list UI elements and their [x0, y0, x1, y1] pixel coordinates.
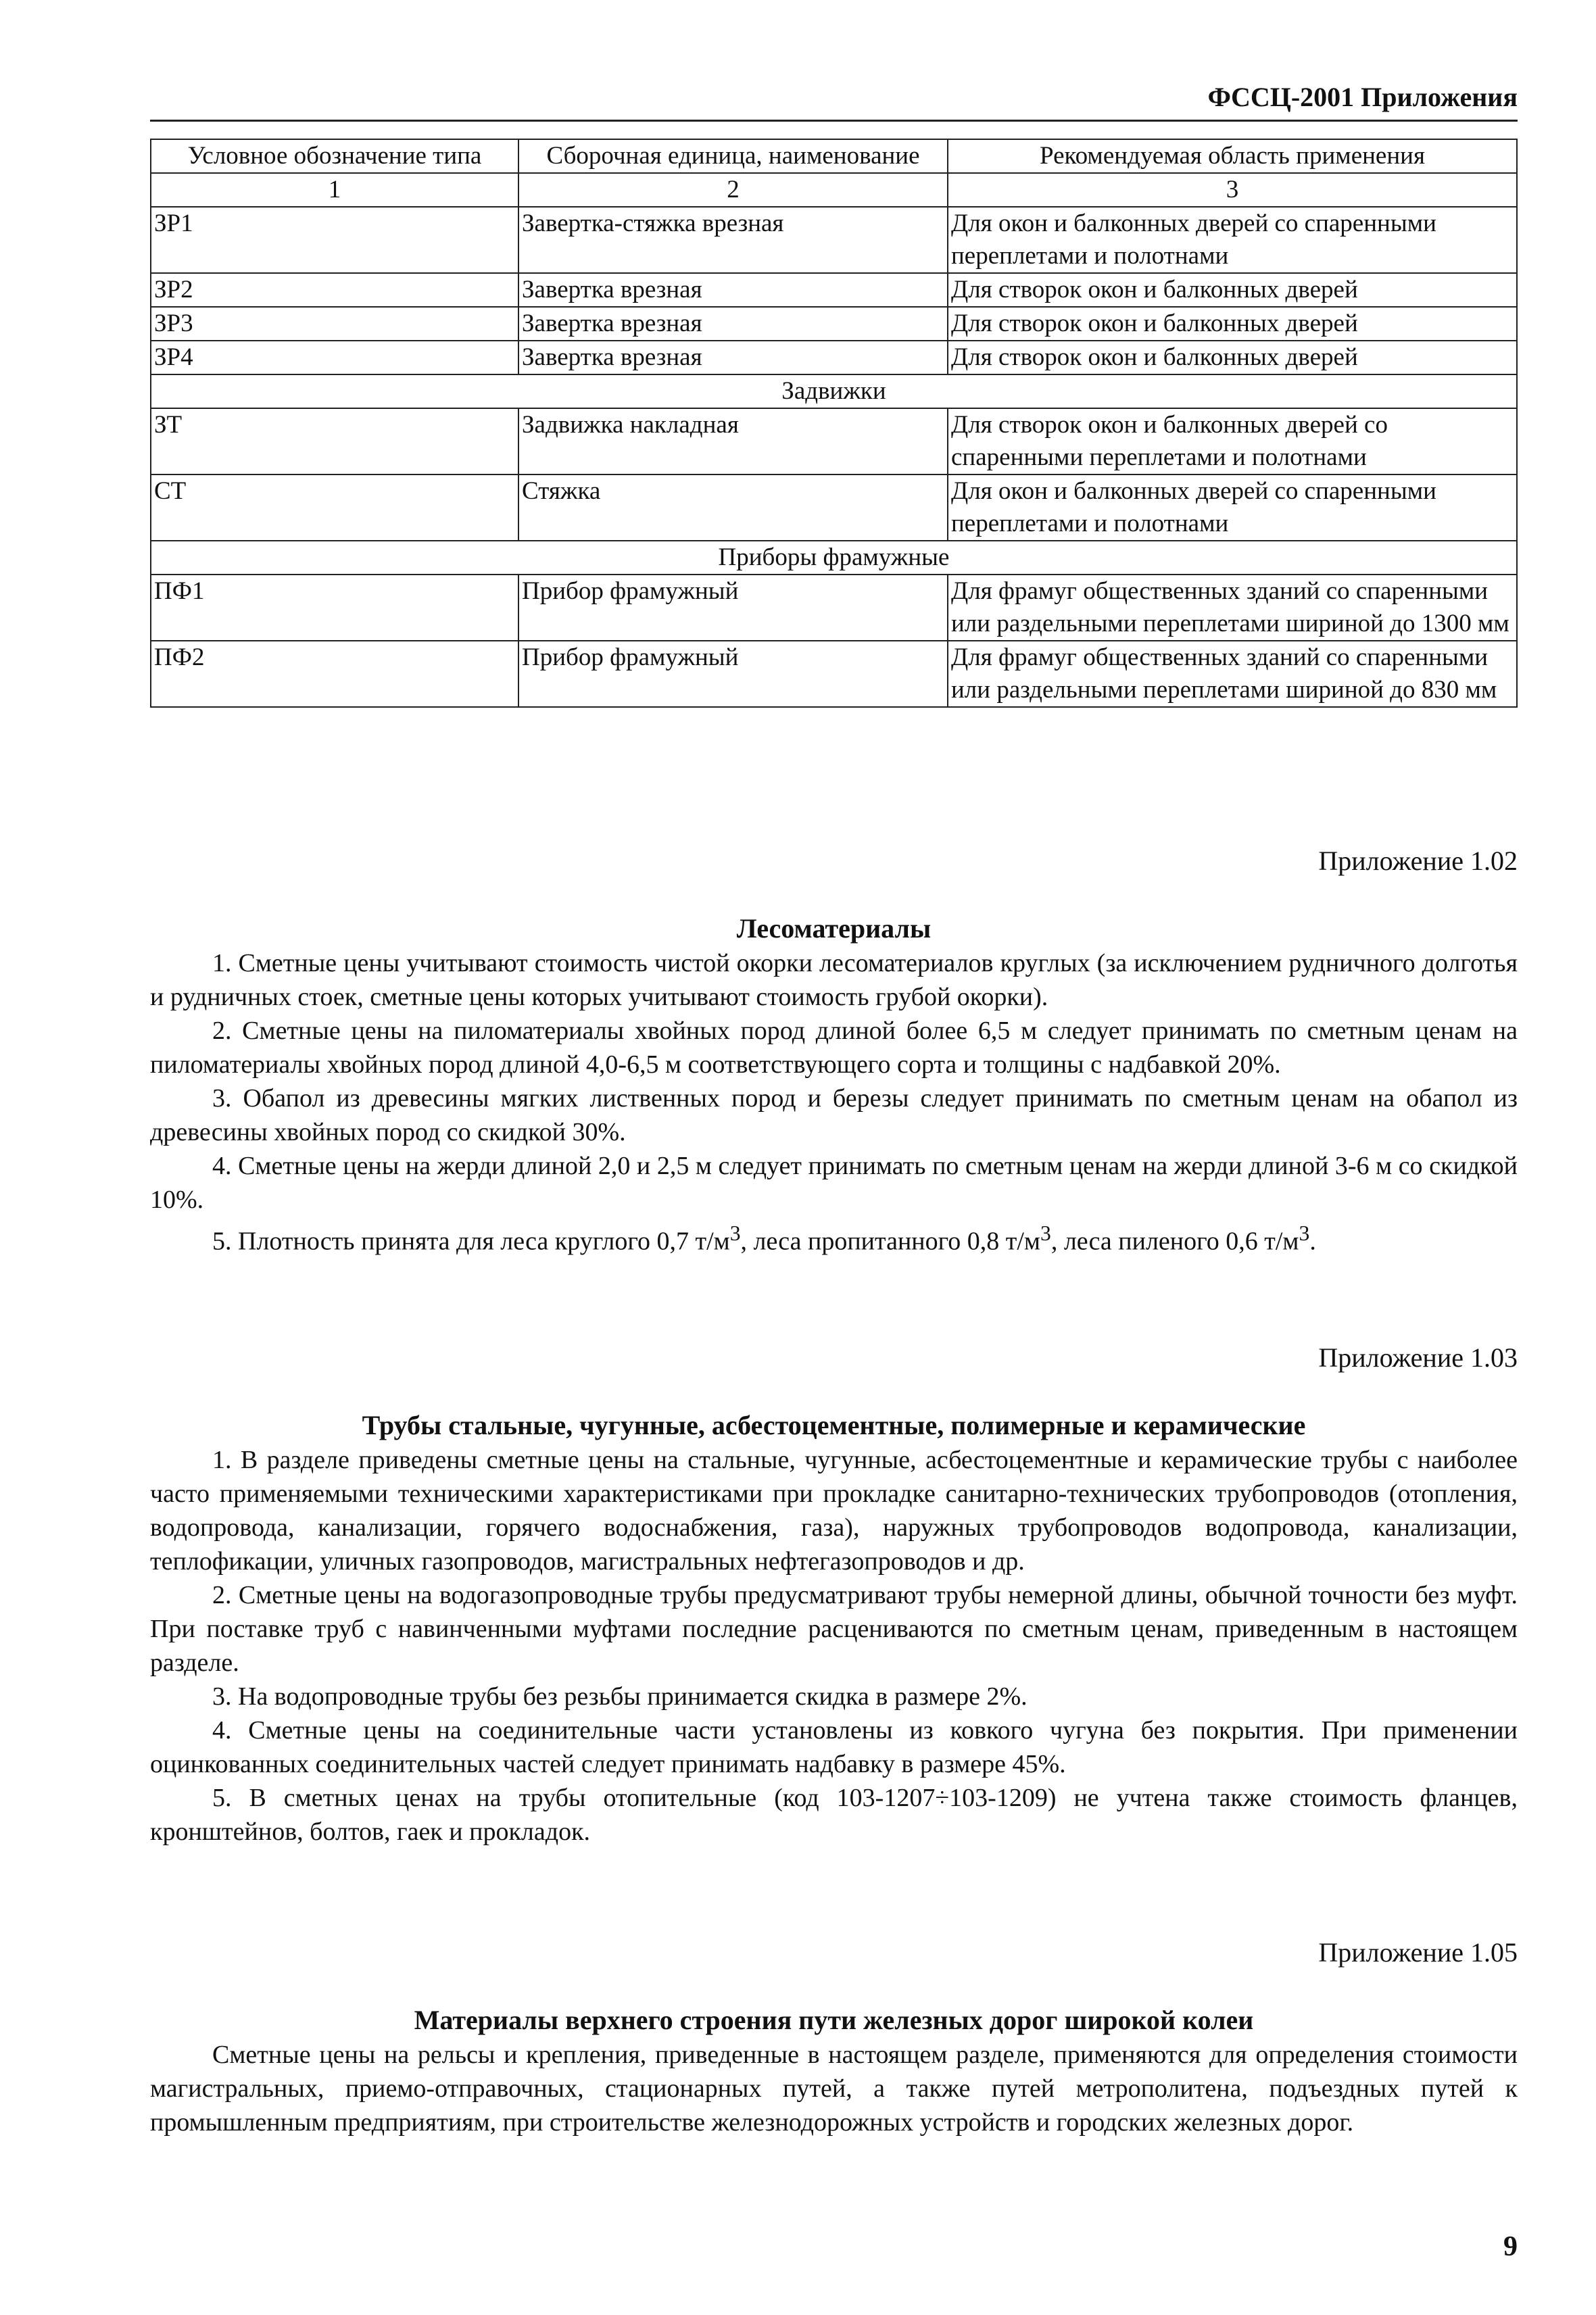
cell-type: ЗР1	[151, 207, 518, 273]
section-title: Материалы верхнего строения пути железных дорог широкой колеи	[414, 2005, 1254, 2035]
table-row	[151, 273, 1517, 307]
table-row	[151, 307, 1517, 341]
superscript: 3	[1040, 1221, 1051, 1245]
table-row	[151, 575, 1517, 641]
col-number: 1	[151, 173, 518, 207]
col-header-area: Рекомендуемая область применения	[948, 139, 1517, 173]
paragraph: 3. Обапол из древесины мягких лиственных пород и березы следует принимать по сметным ценам на обапол из древесины хвойных пород со скидкой 30%.	[150, 1084, 1518, 1146]
cell-area: Для створок окон и балконных дверей	[948, 341, 1517, 374]
cell-unit: Прибор фрамужный	[518, 575, 948, 641]
section-title: Трубы стальные, чугунные, асбестоцементные, полимерные и керамические	[362, 1410, 1306, 1440]
superscript: 3	[1299, 1221, 1310, 1245]
cell-area: Для створок окон и балконных дверей со спаренными переплетами и полотнами	[948, 408, 1517, 474]
cell-unit: Завертка врезная	[518, 273, 948, 307]
text-run: , леса пропитанного 0,8 т/м	[740, 1227, 1040, 1256]
paragraph: 5. В сметных ценах на трубы отопительные (код 103-1207÷103-1209) не учтена также стоимость фланцев, кронштейнов, болтов, гаек и прокладок.	[150, 1784, 1518, 1846]
table-row	[151, 207, 1517, 273]
text-run: .	[1309, 1227, 1316, 1256]
cell-area: Для фрамуг общественных зданий со спаренными или раздельными переплетами шириной до 1300 мм	[948, 575, 1517, 641]
cell-unit: Завертка врезная	[518, 341, 948, 374]
paragraph: 1. Сметные цены учитывают стоимость чистой окорки лесоматериалов круглых (за исключением рудничного долготья и рудничных стоек, сметные цены которых учитывают стоимость грубой окорки).	[150, 949, 1518, 1011]
fitting-types-table	[150, 139, 1518, 708]
col-number: 2	[518, 173, 948, 207]
table-section-row	[151, 374, 1517, 408]
paragraph	[150, 1217, 1518, 1259]
cell-unit: Завертка-стяжка врезная	[518, 207, 948, 273]
cell-type: ЗТ	[151, 408, 518, 474]
text-run: 5. Плотность принята для леса круглого 0,7 т/м	[212, 1227, 730, 1256]
section-body	[150, 946, 1518, 1259]
paragraph: Сметные цены на рельсы и крепления, приведенные в настоящем разделе, применяются для определения стоимости магистральных, приемо-отправочных, стационарных путей, а также путей метрополитена, подъездных путей к промышленным предприятиям, при строительстве железнодорожных устройств и городских железных дорог.	[150, 2041, 1518, 2137]
paragraph: 3. На водопроводные трубы без резьбы принимается скидка в размере 2%.	[212, 1682, 1027, 1711]
paragraph: 2. Сметные цены на пиломатериалы хвойных пород длиной более 6,5 м следует принимать по сметным ценам на пиломатериалы хвойных пород длиной 4,0-6,5 м соответствующего сорта и толщины с надбавкой 20%.	[150, 1017, 1518, 1079]
cell-unit: Стяжка	[518, 474, 948, 541]
cell-type: СТ	[151, 474, 518, 541]
cell-type: ЗР3	[151, 307, 518, 341]
appendix-label: Приложение 1.05	[1318, 1937, 1518, 1968]
cell-type: ЗР4	[151, 341, 518, 374]
text-run: , леса пиленого 0,6 т/м	[1050, 1227, 1299, 1256]
superscript: 3	[729, 1221, 741, 1245]
section-body	[150, 2038, 1518, 2139]
col-number: 3	[948, 173, 1517, 207]
running-header: ФССЦ-2001 Приложения	[150, 81, 1518, 122]
table-row	[151, 641, 1517, 707]
section-label-latches: Задвижки	[151, 374, 1517, 408]
cell-unit: Прибор фрамужный	[518, 641, 948, 707]
table-row	[151, 341, 1517, 374]
cell-unit: Задвижка накладная	[518, 408, 948, 474]
paragraph: 2. Сметные цены на водогазопроводные трубы предусматривают трубы немерной длины, обычной точности без муфт. При поставке труб с навинченными муфтами последние расцениваются по сметным ценам, приведенным в настоящем разделе.	[150, 1581, 1518, 1677]
col-header-type: Условное обозначение типа	[151, 139, 518, 173]
table-row	[151, 408, 1517, 474]
col-header-unit: Сборочная единица, наименование	[518, 139, 948, 173]
paragraph: 1. В разделе приведены сметные цены на стальные, чугунные, асбестоцементные и керамические трубы с наиболее часто применяемыми техническими характеристиками при прокладке санитарно-технических трубопроводов (отопления, водопровода, канализации, горячего водоснабжения, газа), наружных трубопроводов водопровода, канализации, теплофикации, уличных газопроводов, магистральных нефтегазопроводов и др.	[150, 1446, 1518, 1576]
paragraph: 4. Сметные цены на жерди длиной 2,0 и 2,5 м следует принимать по сметным ценам на жерди длиной 3-6 м со скидкой 10%.	[150, 1152, 1518, 1214]
table-header-row	[151, 139, 1517, 173]
cell-type: ПФ2	[151, 641, 518, 707]
page-number: 9	[1503, 2231, 1518, 2262]
section-title: Лесоматериалы	[736, 913, 932, 944]
section-label-transom: Приборы фрамужные	[151, 541, 1517, 575]
appendix-label: Приложение 1.03	[1318, 1342, 1518, 1373]
cell-area: Для створок окон и балконных дверей	[948, 307, 1517, 341]
appendix-label: Приложение 1.02	[1318, 846, 1518, 876]
cell-area: Для окон и балконных дверей со спаренными переплетами и полотнами	[948, 207, 1517, 273]
cell-type: ЗР2	[151, 273, 518, 307]
table-row	[151, 474, 1517, 541]
table-number-row	[151, 173, 1517, 207]
cell-area: Для створок окон и балконных дверей	[948, 273, 1517, 307]
paragraph: 4. Сметные цены на соединительные части установлены из ковкого чугуна без покрытия. При применении оцинкованных соединительных частей следует принимать надбавку в размере 45%.	[150, 1716, 1518, 1778]
cell-area: Для фрамуг общественных зданий со спаренными или раздельными переплетами шириной до 830 мм	[948, 641, 1517, 707]
cell-area: Для окон и балконных дверей со спаренными переплетами и полотнами	[948, 474, 1517, 541]
cell-type: ПФ1	[151, 575, 518, 641]
table-section-row	[151, 541, 1517, 575]
section-body	[150, 1443, 1518, 1849]
cell-unit: Завертка врезная	[518, 307, 948, 341]
